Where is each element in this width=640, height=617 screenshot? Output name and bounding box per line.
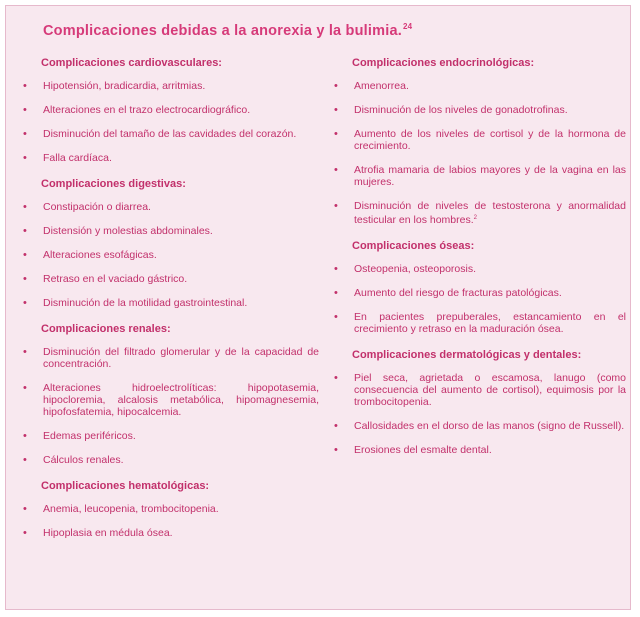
section-heading: Complicaciones cardiovasculares: bbox=[41, 57, 222, 69]
list-item: • Falla cardíaca. bbox=[23, 152, 319, 164]
section-heading: Complicaciones renales: bbox=[41, 323, 171, 335]
title-reference: 24 bbox=[402, 22, 413, 31]
box-title: Complicaciones debidas a la anorexia y la bulimia.$^{24}$ bbox=[43, 22, 413, 39]
list-item: • Aumento de los niveles de cortisol y de la hormona de crecimiento. bbox=[334, 128, 626, 152]
list-item: • Disminución de niveles de testosterona y anormalidad testicular en los hombres.$^2$ bbox=[334, 200, 626, 226]
section-bone bbox=[334, 239, 626, 335]
section-digestive bbox=[23, 177, 319, 309]
item-reference: 2 bbox=[473, 215, 477, 221]
section-heading: Complicaciones hematológicas: bbox=[41, 480, 210, 492]
list-item: • Alteraciones hidroelectrolíticas: hipopotasemia, hipocloremia, alcalosis metabólica, hipomagnesemia, hipofosfatemia, hipocalcemia. bbox=[23, 382, 319, 418]
list-item: • Disminución de la motilidad gastrointestinal. bbox=[23, 297, 319, 309]
list-item: • Osteopenia, osteoporosis. bbox=[334, 263, 626, 275]
list-item: • Distensión y molestias abdominales. bbox=[23, 225, 319, 237]
section-heading: Complicaciones endocrinológicas: bbox=[352, 57, 535, 69]
list-item: • Atrofia mamaria de labios mayores y de la vagina en las mujeres. bbox=[334, 164, 626, 188]
list-item: • Cálculos renales. bbox=[23, 454, 319, 466]
list-item: • Callosidades en el dorso de las manos (signo de Russell). bbox=[334, 420, 626, 432]
left-column bbox=[23, 56, 319, 552]
section-dermatologic-dental bbox=[334, 348, 626, 456]
list-item: • Piel seca, agrietada o escamosa, lanugo (como consecuencia del aumento de cortisol), equimosis por la trombocitopenia. bbox=[334, 372, 626, 408]
list-item: • Anemia, leucopenia, trombocitopenia. bbox=[23, 503, 319, 515]
section-heading: Complicaciones dermatológicas y dentales: bbox=[352, 349, 582, 361]
section-hematologic bbox=[23, 479, 319, 539]
list-item: • En pacientes prepuberales, estancamiento en el crecimiento y retraso en la maduración ósea. bbox=[334, 311, 626, 335]
list-item: • Disminución del filtrado glomerular y de la capacidad de concentración. bbox=[23, 346, 319, 370]
right-column bbox=[334, 56, 626, 469]
list-item: • Alteraciones en el trazo electrocardiográfico. bbox=[23, 104, 319, 116]
list-item: • Hipoplasia en médula ósea. bbox=[23, 527, 319, 539]
list-item: • Retraso en el vaciado gástrico. bbox=[23, 273, 319, 285]
list-item: • Amenorrea. bbox=[334, 80, 626, 92]
section-cardiovascular bbox=[23, 56, 319, 164]
list-item: • Disminución del tamaño de las cavidades del corazón. bbox=[23, 128, 319, 140]
section-renal bbox=[23, 322, 319, 466]
list-item: • Hipotensión, bradicardia, arritmias. bbox=[23, 80, 319, 92]
list-item: • Disminución de los niveles de gonadotrofinas. bbox=[334, 104, 626, 116]
section-endocrine bbox=[334, 56, 626, 226]
list-item: • Alteraciones esofágicas. bbox=[23, 249, 319, 261]
list-item: • Constipación o diarrea. bbox=[23, 201, 319, 213]
complications-box bbox=[5, 5, 631, 610]
list-item: • Erosiones del esmalte dental. bbox=[334, 444, 626, 456]
section-heading: Complicaciones óseas: bbox=[352, 240, 475, 252]
section-heading: Complicaciones digestivas: bbox=[41, 178, 186, 190]
list-item: • Edemas periféricos. bbox=[23, 430, 319, 442]
list-item: • Aumento del riesgo de fracturas patológicas. bbox=[334, 287, 626, 299]
